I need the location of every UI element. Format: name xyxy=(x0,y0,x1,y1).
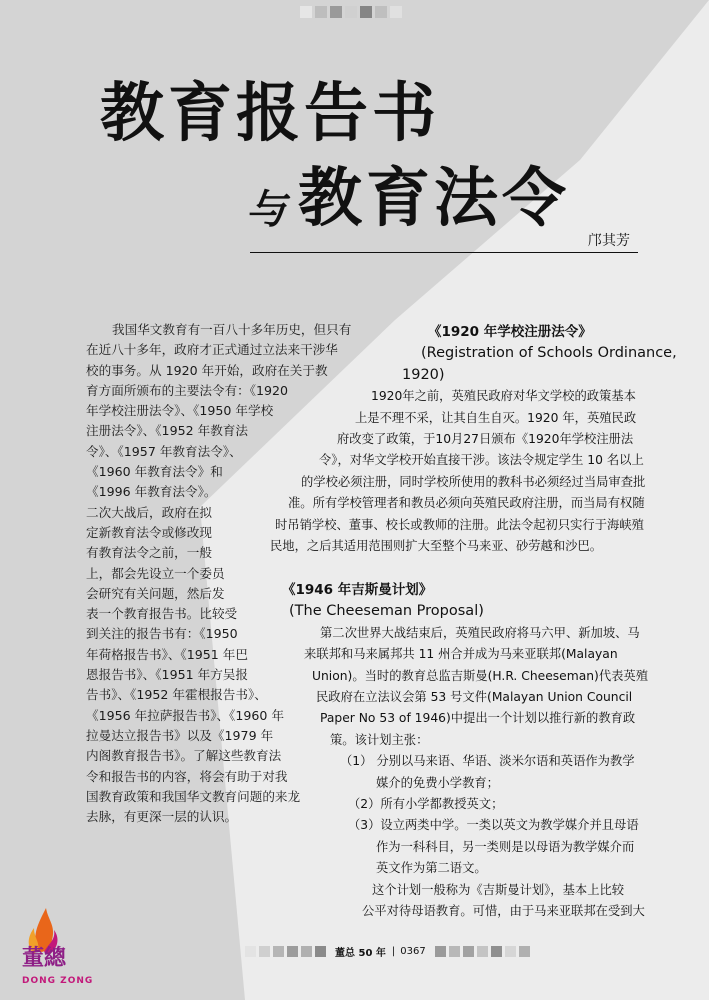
section-list-item: （1） 分别以马来语、华语、淡米尔语和英语作为教学 xyxy=(340,754,635,769)
section-line: 第二次世界大战结束后，英殖民政府将马六甲、新加坡、马 xyxy=(320,625,640,640)
section-line: 府改变了政策，于10月27日颁布《1920年学校注册法 xyxy=(337,432,634,447)
section-list-item: 英文作为第二语文。 xyxy=(376,861,487,876)
intro-line: 会研究有关问题，然后发 xyxy=(86,585,225,601)
section-heading: 《1920 年学校注册法令》 xyxy=(428,324,592,340)
section-english-title: (Registration of Schools Ordinance, xyxy=(421,345,677,362)
title-underline xyxy=(250,252,638,253)
intro-line: 校的事务。从 1920 年开始，政府在关于教 xyxy=(86,362,328,378)
section-1920-ordinance xyxy=(270,322,677,557)
footer-divider: | xyxy=(391,946,396,957)
intro-line: 年荷格报告书》、《1951 年巴 xyxy=(86,646,248,662)
intro-line: 上，都会先设立一个委员 xyxy=(86,565,225,581)
intro-line: 在近八十多年，政府才正式通过立法来干涉华 xyxy=(86,342,338,358)
intro-line: 去脉，有更深一层的认识。 xyxy=(86,809,238,825)
intro-line: 内阁教育报告书》。了解这些教育法 xyxy=(86,748,282,764)
intro-line: 令》、《1957 年教育法令》、 xyxy=(86,443,242,459)
section-line: Paper No 53 of 1946)中提出一个计划以推行新的教育政 xyxy=(320,711,636,726)
section-line: 准。所有学校管理者和教员必须向英殖民政府注册，而当局有权随 xyxy=(288,496,645,511)
section-line: Union)。当时的教育总监吉斯曼(H.R. Cheeseman)代表英殖 xyxy=(312,668,649,683)
section-line: 这个计划一般称为《吉斯曼计划》，基本上比较 xyxy=(372,882,625,897)
intro-line: 《1956 年拉萨报告书》、《1960 年 xyxy=(86,707,285,723)
intro-line: 年学校注册法令》、《1950 年学校 xyxy=(86,403,274,419)
section-list-item: （3）设立两类中学。一类以英文为教学媒介并且母语 xyxy=(348,818,639,833)
section-english-title: 1920) xyxy=(402,366,445,383)
footer-brand: 董总 50 年 xyxy=(335,948,386,959)
section-english-title: (The Cheeseman Proposal) xyxy=(289,603,484,620)
intro-line: 注册法令》、《1952 年教育法 xyxy=(86,423,248,439)
section-line: 公平对待母语教育。可惜，由于马来亚联邦在受到大 xyxy=(362,904,645,919)
intro-line: 我国华文教育有一百八十多年历史，但只有 xyxy=(112,322,352,337)
title-connector: 与 xyxy=(246,187,286,233)
intro-line: 恩报告书》、《1951 年方吴报 xyxy=(86,667,248,683)
title-line-2: 教育法令 xyxy=(298,162,570,236)
page-number: 0367 xyxy=(400,946,426,957)
section-line: 策。该计划主张： xyxy=(330,732,429,747)
intro-line: 育方面所颁布的主要法令有：《1920 xyxy=(86,382,289,398)
intro-line: 国教育政策和我国华文教育问题的来龙 xyxy=(86,788,301,804)
intro-line: 《1996 年教育法令》。 xyxy=(86,484,217,500)
section-line: 时吊销学校、董事、校长或教师的注册。此法令起初只实行于海峡殖 xyxy=(275,517,644,532)
section-line: 的学校必须注册，同时学校所使用的教科书必须经过当局审查批 xyxy=(301,474,646,489)
intro-line: 拉曼达立报告书》以及《1979 年 xyxy=(86,727,274,743)
intro-line: 表一个教育报告书。比较受 xyxy=(86,606,238,622)
intro-line: 二次大战后，政府在拟 xyxy=(86,504,212,520)
logo-chinese-text: 董總 xyxy=(22,946,67,971)
section-line: 令》，对华文学校开始直接干涉。该法令规定学生 10 名以上 xyxy=(319,453,644,468)
section-line: 来联邦和马来属邦共 11 州合并成为马来亚联邦(Malayan xyxy=(304,647,618,662)
intro-line: 令和报告书的内容，将会有助于对我 xyxy=(86,768,288,784)
intro-line: 《1960 年教育法令》和 xyxy=(86,464,223,480)
section-line: 民地，之后其适用范围则扩大至整个马来亚、砂劳越和沙巴。 xyxy=(270,539,603,554)
section-line: 民政府在立法议会第 53 号文件(Malayan Union Council xyxy=(316,690,633,705)
page-footer xyxy=(245,944,530,959)
section-line: 1920年之前，英殖民政府对华文学校的政策基本 xyxy=(371,389,636,404)
section-list-item: 作为一科科目，另一类则是以母语为教学媒介而 xyxy=(376,839,635,854)
section-list-item: （2）所有小学都教授英文； xyxy=(348,797,504,812)
section-heading: 《1946 年吉斯曼计划》 xyxy=(282,582,433,598)
author-name: 邝其芳 xyxy=(588,233,630,249)
top-decorative-squares xyxy=(300,6,402,18)
intro-line: 告书》、《1952 年霍根报告书》、 xyxy=(86,687,267,703)
title-line-1: 教育报告书 xyxy=(100,77,440,151)
intro-line: 到关注的报告书有：《1950 xyxy=(86,626,238,642)
intro-line: 定新教育法令或修改现 xyxy=(86,524,212,540)
section-1946-proposal xyxy=(282,580,648,923)
intro-line: 有教育法令之前，一般 xyxy=(86,545,212,561)
section-list-item: 媒介的免费小学教育； xyxy=(376,775,499,790)
logo-english-text: DONG ZONG xyxy=(22,976,94,986)
section-line: 上是不理不采，让其自生自灭。1920 年，英殖民政 xyxy=(355,410,637,425)
